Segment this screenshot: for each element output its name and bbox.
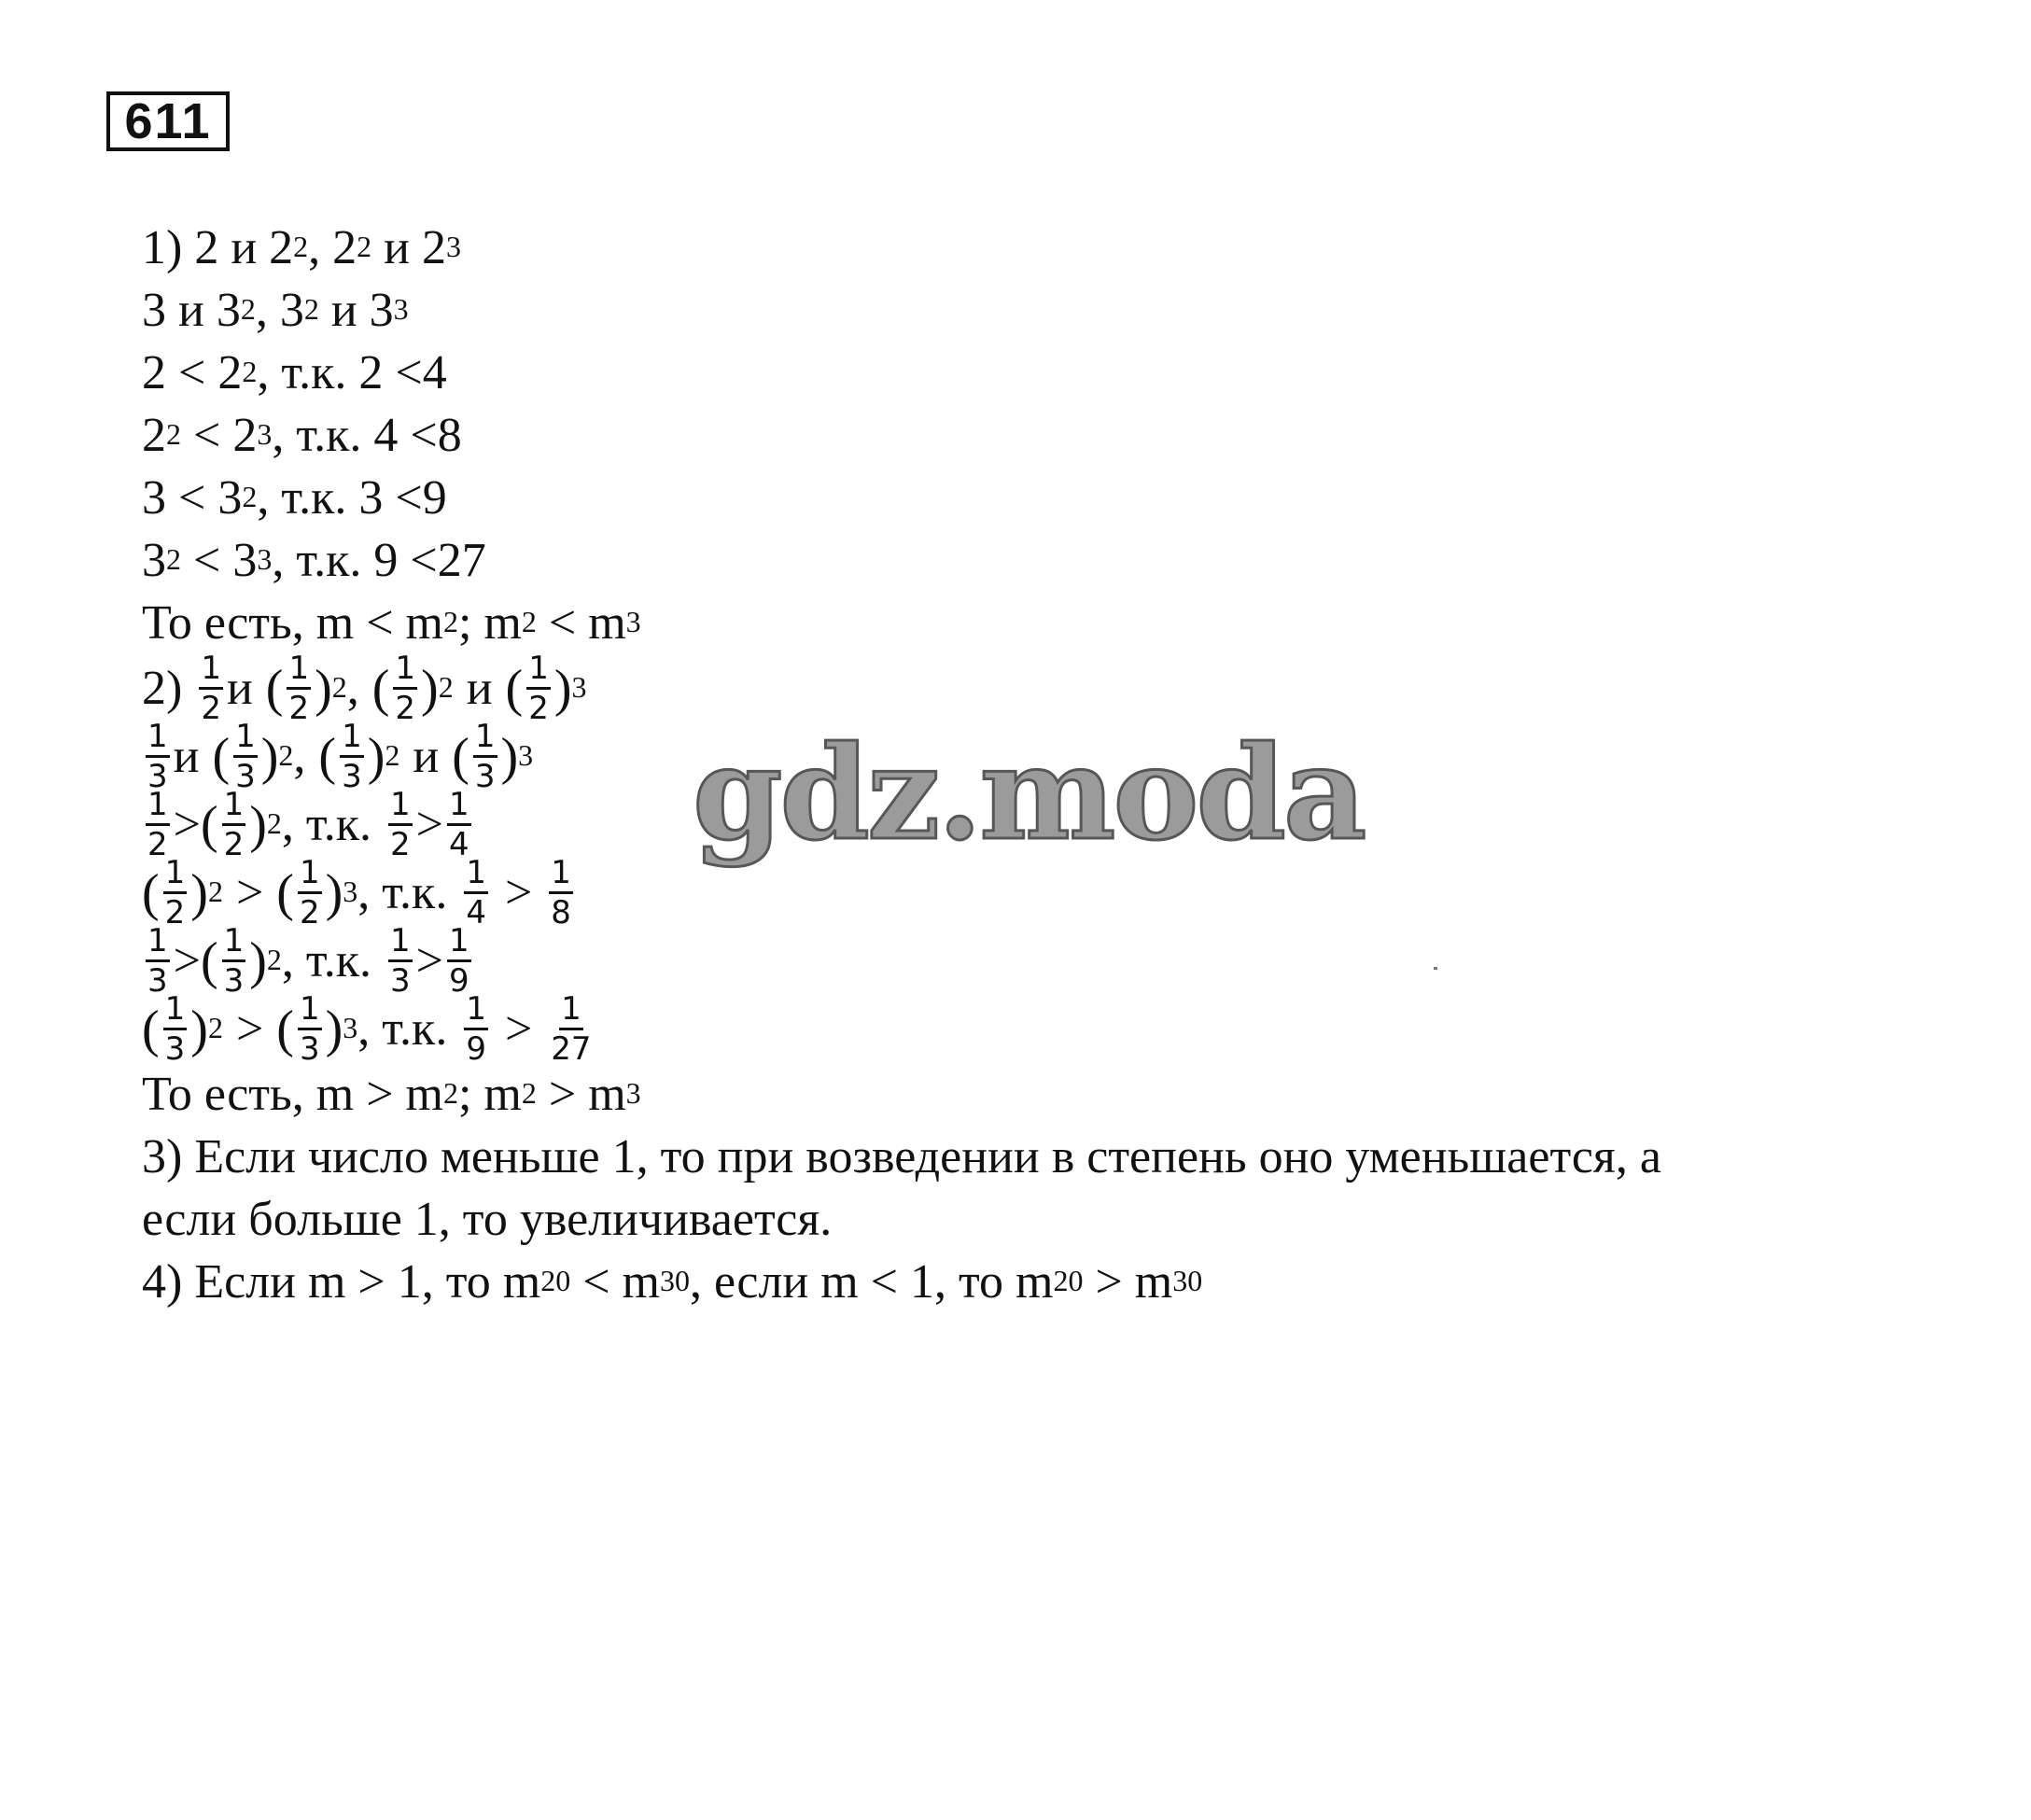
fraction: $\frac{1}{27}$ <box>551 990 592 1068</box>
text: ; m <box>457 595 522 650</box>
text: 4) Если m > 1, то m <box>142 1254 541 1309</box>
fraction: $\frac{1}{2}$ <box>299 854 320 931</box>
text: < 3 <box>181 533 258 587</box>
part1-line3: 2 < 2 $^2$ , т.к. 2 <4 <box>142 345 447 399</box>
fraction: $\frac{1}{2}$ <box>528 650 549 727</box>
part2-line1: 2) $\frac{1}{2}$ и ( $\frac{1}{2}$ ) $^2$ , ( $\frac{1}{2}$ ) $^2$ и ( $\frac{1}{2}$ ) $^3$ <box>142 650 587 727</box>
fraction: $\frac{1}{9}$ <box>466 990 486 1068</box>
text: , т.к. 2 <4 <box>257 345 447 399</box>
problem-number: 611 <box>124 93 212 149</box>
part3-line2 <box>142 1188 1915 1251</box>
fraction: $\frac{1}{2}$ <box>288 650 310 727</box>
part1-line5: 3 < 3 $^2$ , т.к. 3 <9 <box>142 470 447 525</box>
text: 3) Если число меньше 1, то при возведении в степень оно уменьшается, а <box>142 1129 1661 1183</box>
fraction: $\frac{1}{3}$ <box>147 718 168 795</box>
text: и 3 <box>318 283 394 337</box>
fraction: $\frac{1}{3}$ <box>342 718 362 795</box>
watermark: gdz.moda <box>693 717 1365 869</box>
part2-line5: $\frac{1}{3}$ > ( $\frac{1}{3}$ ) $^2$ , т.к. $\frac{1}{3}$ > $\frac{1}{9}$ <box>147 922 469 1000</box>
fraction: $\frac{1}{2}$ <box>147 786 168 863</box>
part1-summary: То есть, m < m $^2$ ; m $^2$ < m $^3$ <box>142 595 641 650</box>
text: и <box>226 661 253 715</box>
fraction: $\frac{1}{3}$ <box>390 922 411 1000</box>
text: 3 < 3 <box>142 470 243 525</box>
part2-line3: $\frac{1}{2}$ > ( $\frac{1}{2}$ ) $^2$ , т.к. $\frac{1}{2}$ > $\frac{1}{4}$ <box>147 786 469 863</box>
text: 2 <box>142 408 166 462</box>
part2-line2: $\frac{1}{3}$ и ( $\frac{1}{3}$ ) $^2$ , ( $\frac{1}{3}$ ) $^2$ и ( $\frac{1}{3}$ ) $^3$ <box>147 718 534 795</box>
fraction: $\frac{1}{3}$ <box>223 922 245 1000</box>
text: < 2 <box>181 408 258 462</box>
part1-line1: 1) 2 и 2 $^2$ , 2 $^2$ и 2 $^3$ <box>142 220 461 274</box>
text: и 2 <box>371 220 446 274</box>
text: 3 <box>142 533 166 587</box>
fraction: $\frac{1}{3}$ <box>147 922 168 1000</box>
text: < m <box>536 595 626 650</box>
part4-line: 4) Если m > 1, то m $^{20}$ < m $^{30}$ , если m < 1, то m $^{20}$ > m $^{30}$ <box>142 1254 1203 1309</box>
fraction: $\frac{1}{2}$ <box>164 854 186 931</box>
part1-line4: 2 $^2$ < 2 $^3$ , т.к. 4 <8 <box>142 408 462 462</box>
solution-text <box>142 217 1915 1313</box>
fraction: $\frac{1}{9}$ <box>448 922 469 1000</box>
text: , 2 <box>308 220 357 274</box>
text: 2) <box>142 661 183 715</box>
part1-line6: 3 $^2$ < 3 $^3$ , т.к. 9 <27 <box>142 533 486 587</box>
part1-line2: 3 и 3 $^2$ , 3 $^2$ и 3 $^3$ <box>142 283 409 337</box>
fraction: $\frac{1}{3}$ <box>164 990 186 1068</box>
text: 3 и 3 <box>142 283 241 337</box>
text: , 3 <box>255 283 304 337</box>
text: 1) 2 и 2 <box>142 220 294 274</box>
text: , т.к. 9 <27 <box>272 533 486 587</box>
text: , т.к. 3 <9 <box>257 470 447 525</box>
problem-number-box <box>106 91 230 151</box>
fraction: $\frac{1}{3}$ <box>474 718 496 795</box>
fraction: $\frac{1}{2}$ <box>223 786 245 863</box>
text: То есть, m > m <box>142 1067 443 1121</box>
part2-summary: То есть, m > m $^2$ ; m $^2$ > m $^3$ <box>142 1067 641 1121</box>
fraction: $\frac{1}{2}$ <box>390 786 411 863</box>
fraction: $\frac{1}{2}$ <box>201 650 221 727</box>
fraction: $\frac{1}{3}$ <box>299 990 320 1068</box>
fraction: $\frac{1}{4}$ <box>448 786 469 863</box>
fraction: $\frac{1}{2}$ <box>395 650 416 727</box>
text: , т.к. 4 <8 <box>272 408 462 462</box>
text: если больше 1, то увеличивается. <box>142 1192 833 1246</box>
fraction: $\frac{1}{8}$ <box>551 854 571 931</box>
speck <box>1434 967 1437 970</box>
fraction: $\frac{1}{3}$ <box>235 718 256 795</box>
text: То есть, m < m <box>142 595 443 650</box>
part2-line4: ( $\frac{1}{2}$ ) $^2$ > ( $\frac{1}{2}$ ) $^3$ , т.к. $\frac{1}{4}$ > $\frac{1}{8}$ <box>142 854 571 931</box>
part3-line1 <box>142 1126 1915 1188</box>
part2-line6: ( $\frac{1}{3}$ ) $^2$ > ( $\frac{1}{3}$ ) $^3$ , т.к. $\frac{1}{9}$ > $\frac{1}{27}$ <box>142 990 592 1068</box>
fraction: $\frac{1}{4}$ <box>466 854 486 931</box>
text: 2 < 2 <box>142 345 243 399</box>
